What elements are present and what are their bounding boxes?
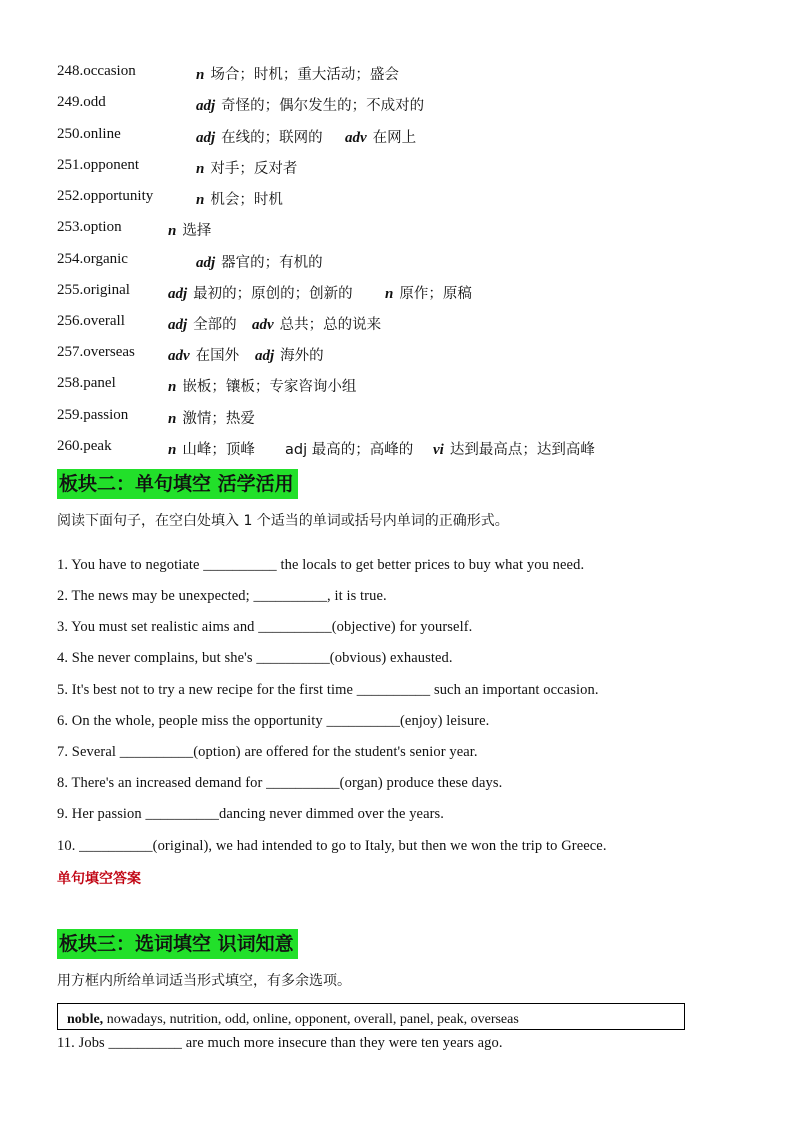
question-item: 1. You have to negotiate __________ the locals to get better prices to buy what you need. — [57, 557, 585, 573]
vocab-word: 259.passion — [57, 407, 129, 423]
part-of-speech: n — [168, 442, 177, 458]
definition-text: 奇怪的；偶尔发生的；不成对的 — [221, 98, 425, 114]
definition-text: 全部的 — [193, 317, 237, 333]
definition-text: 山峰；顶峰 — [182, 442, 255, 458]
section-title-2: 板块二：单句填空 活学活用 — [57, 469, 298, 499]
question-item: 6. On the whole, people miss the opportunity __________(enjoy) leisure. — [57, 713, 490, 729]
part-of-speech: adv — [252, 317, 274, 333]
part-of-speech: adj — [196, 130, 216, 146]
vocab-word: 252.opportunity — [57, 188, 154, 204]
vocab-word: 258.panel — [57, 375, 116, 391]
part-of-speech: adj — [196, 98, 216, 114]
part-of-speech: vi — [433, 442, 444, 458]
vocab-definition — [168, 344, 239, 365]
definition-text: 海外的 — [280, 348, 324, 364]
vocab-word: 253.option — [57, 219, 122, 235]
word-box-first: noble, — [67, 1012, 104, 1027]
question-item: 10. __________(original), we had intended to go to Italy, but then we won the trip to Greece. — [57, 838, 607, 854]
vocab-definition — [196, 94, 424, 115]
part-of-speech: n — [196, 161, 205, 177]
section-3-instruction: 用方框内所给单词适当形式填空，有多余选项。 — [57, 973, 351, 989]
question-item: 3. You must set realistic aims and __________(objective) for yourself. — [57, 619, 473, 635]
part-of-speech: adv — [345, 130, 367, 146]
question-item: 2. The news may be unexpected; __________, it is true. — [57, 588, 387, 604]
part-of-speech: n — [385, 286, 394, 302]
vocab-word: 251.opponent — [57, 157, 140, 173]
vocab-word: 249.odd — [57, 94, 106, 110]
definition-text: 达到最高点；达到高峰 — [449, 442, 595, 458]
vocab-definition — [433, 438, 595, 459]
part-of-speech: adj — [196, 255, 216, 271]
vocab-definition — [168, 438, 255, 459]
definition-text: 场合；时机；重大活动；盛会 — [210, 67, 399, 83]
definition-text: adj 最高的；高峰的 — [285, 442, 414, 458]
definition-text: 嵌板；镶板；专家咨询小组 — [182, 379, 357, 395]
part-of-speech: adj — [168, 317, 188, 333]
vocab-word: 255.original — [57, 282, 130, 298]
vocab-word: 254.organic — [57, 251, 128, 267]
part-of-speech: adv — [168, 348, 190, 364]
vocab-definition — [196, 126, 323, 147]
vocab-definition — [168, 407, 255, 428]
definition-text: 对手；反对者 — [210, 161, 298, 177]
section-title-3: 板块三：选词填空 识词知意 — [57, 929, 298, 959]
definition-text: 总共；总的说来 — [279, 317, 382, 333]
answer-link[interactable]: 单句填空答案 — [57, 871, 141, 887]
vocab-word: 260.peak — [57, 438, 112, 454]
vocab-definition — [196, 188, 283, 209]
part-of-speech: n — [196, 192, 205, 208]
vocab-word: 257.overseas — [57, 344, 135, 360]
question-item: 8. There's an increased demand for __________(organ) produce these days. — [57, 775, 503, 791]
definition-text: 机会；时机 — [210, 192, 283, 208]
definition-text: 器官的；有机的 — [221, 255, 323, 271]
definition-text: 最初的；原创的；创新的 — [193, 286, 353, 302]
vocab-definition — [168, 375, 356, 396]
part-of-speech: n — [168, 411, 177, 427]
section-2-instruction: 阅读下面句子，在空白处填入 1 个适当的单词或括号内单词的正确形式。 — [57, 513, 509, 529]
vocab-definition — [196, 157, 297, 178]
part-of-speech: n — [168, 379, 177, 395]
definition-text: 激情；热爱 — [182, 411, 255, 427]
part-of-speech: adj — [168, 286, 188, 302]
word-box-rest: nowadays, nutrition, odd, online, opponent, overall, panel, peak, overseas — [103, 1012, 519, 1027]
vocab-definition — [285, 438, 413, 459]
vocab-definition — [255, 344, 324, 365]
question-item: 11. Jobs __________ are much more insecure than they were ten years ago. — [57, 1035, 503, 1051]
definition-text: 在网上 — [372, 130, 417, 146]
vocab-definition — [168, 219, 211, 240]
vocab-definition — [168, 282, 353, 303]
vocab-word: 250.online — [57, 126, 121, 142]
question-item: 5. It's best not to try a new recipe for the first time __________ such an important occasion. — [57, 682, 599, 698]
part-of-speech: adj — [255, 348, 275, 364]
vocab-definition — [196, 63, 399, 84]
question-item: 7. Several __________(option) are offered for the student's senior year. — [57, 744, 478, 760]
part-of-speech: n — [168, 223, 177, 239]
vocab-definition — [385, 282, 472, 303]
definition-text: 原作；原稿 — [399, 286, 472, 302]
question-item: 9. Her passion __________dancing never dimmed over the years. — [57, 806, 445, 822]
vocab-definition — [345, 126, 416, 147]
part-of-speech: n — [196, 67, 205, 83]
definition-text: 在线的；联网的 — [221, 130, 323, 146]
definition-text: 选择 — [182, 223, 212, 239]
vocab-definition — [252, 313, 381, 334]
vocab-definition — [196, 251, 323, 272]
definition-text: 在国外 — [195, 348, 240, 364]
question-item: 4. She never complains, but she's __________(obvious) exhausted. — [57, 650, 453, 666]
vocab-word: 256.overall — [57, 313, 125, 329]
word-box — [57, 1003, 685, 1030]
vocab-word: 248.occasion — [57, 63, 136, 79]
vocab-definition — [168, 313, 237, 334]
